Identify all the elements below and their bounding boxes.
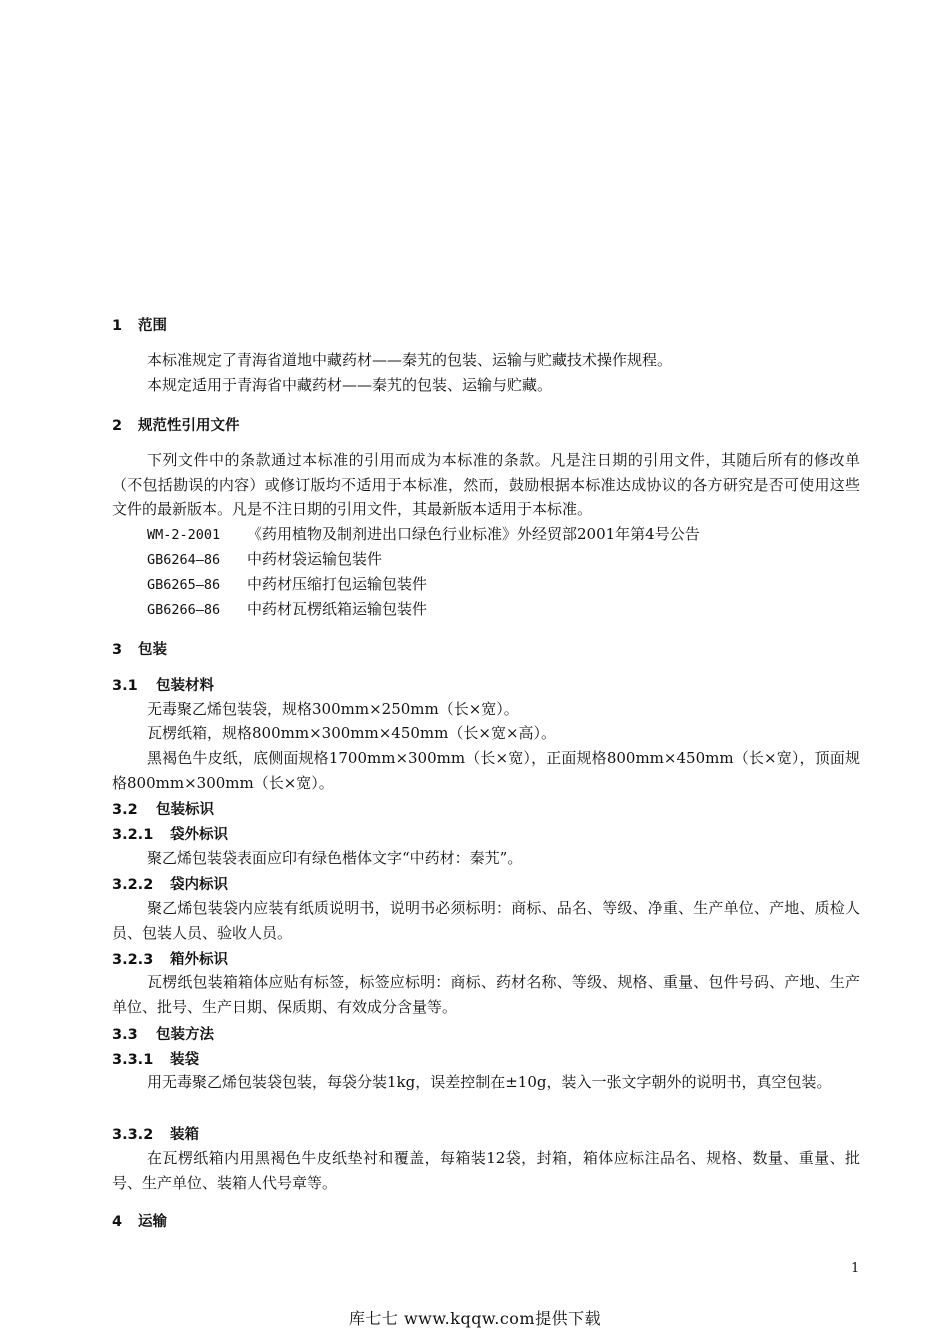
reference-item: GB6265—86 中药材压缩打包运输包装件 — [147, 575, 428, 593]
page-number: 1 — [851, 1261, 860, 1276]
section-3-3-2-para: 在瓦楞纸箱内用黑褐色牛皮纸垫衬和覆盖，每箱装12袋，封箱，箱体应标注品名、规格、数量、重量、批号、生产单位、装箱人代号章等。 — [112, 1149, 860, 1192]
reference-item: GB6264—86 中药材袋运输包装件 — [147, 550, 383, 568]
section-3-3-2-heading: 3.3.2 装箱 — [112, 1127, 199, 1143]
section-3-2-1-para: 聚乙烯包装袋表面应印有绿色楷体文字“中药材：秦艽”。 — [147, 849, 523, 867]
section-3-2-1-heading: 3.2.1 袋外标识 — [112, 827, 228, 843]
section-1-para-1: 本标准规定了青海省道地中藏药材——秦艽的包装、运输与贮藏技术操作规程。 — [147, 351, 673, 369]
section-3-3-1-para: 用无毒聚乙烯包装袋包装，每袋分装1kg，误差控制在±10g，装入一张文字朝外的说明书，真空包装。 — [147, 1073, 832, 1091]
section-2-heading: 2 规范性引用文件 — [112, 418, 240, 434]
section-3-3-heading: 3.3 包装方法 — [112, 1027, 214, 1043]
section-3-1-para-1: 无毒聚乙烯包装袋，规格300mm×250mm（长×宽）。 — [147, 700, 519, 718]
section-1-heading: 1 范围 — [112, 318, 167, 334]
section-1-para-2: 本规定适用于青海省中藏药材——秦艽的包装、运输与贮藏。 — [147, 376, 553, 394]
section-3-2-3-heading: 3.2.3 箱外标识 — [112, 952, 228, 968]
section-2-para: 下列文件中的条款通过本标准的引用而成为本标准的条款。凡是注日期的引用文件，其随后所有的修改单（不包括勘误的内容）或修订版均不适用于本标准，然而，鼓励根据本标准达成协议的各方研究是否可使用这些文件的最新版本。凡是不注日期的引用文件，其最新版本适用于本标准。 — [112, 451, 860, 518]
section-4-heading: 4 运输 — [112, 1214, 167, 1230]
section-3-1-para-3: 黑褐色牛皮纸，底侧面规格1700mm×300mm（长×宽），正面规格800mm×450mm（长×宽），顶面规格800mm×300mm（长×宽）。 — [112, 749, 860, 792]
section-3-2-3-para: 瓦楞纸包装箱箱体应贴有标签，标签应标明：商标、药材名称、等级、规格、重量、包件号码、产地、生产单位、批号、生产日期、保质期、有效成分含量等。 — [112, 973, 860, 1016]
section-3-3-1-heading: 3.3.1 装袋 — [112, 1052, 199, 1068]
reference-item: WM-2-2001 《药用植物及制剂进出口绿色行业标准》外经贸部2001年第4号公告 — [147, 525, 700, 543]
section-3-1-heading: 3.1 包装材料 — [112, 678, 214, 694]
section-3-2-2-para: 聚乙烯包装袋内应装有纸质说明书，说明书必须标明：商标、品名、等级、净重、生产单位、产地、质检人员、包装人员、验收人员。 — [112, 899, 860, 942]
section-3-2-2-heading: 3.2.2 袋内标识 — [112, 877, 228, 893]
section-3-2-heading: 3.2 包装标识 — [112, 802, 214, 818]
reference-item: GB6266—86 中药材瓦楞纸箱运输包装件 — [147, 600, 428, 618]
footer-download-note: 库七七 www.kqqw.com提供下载 — [348, 1309, 602, 1328]
section-3-heading: 3 包装 — [112, 642, 167, 658]
section-3-1-para-2: 瓦楞纸箱，规格800mm×300mm×450mm（长×宽×高）。 — [147, 724, 557, 742]
